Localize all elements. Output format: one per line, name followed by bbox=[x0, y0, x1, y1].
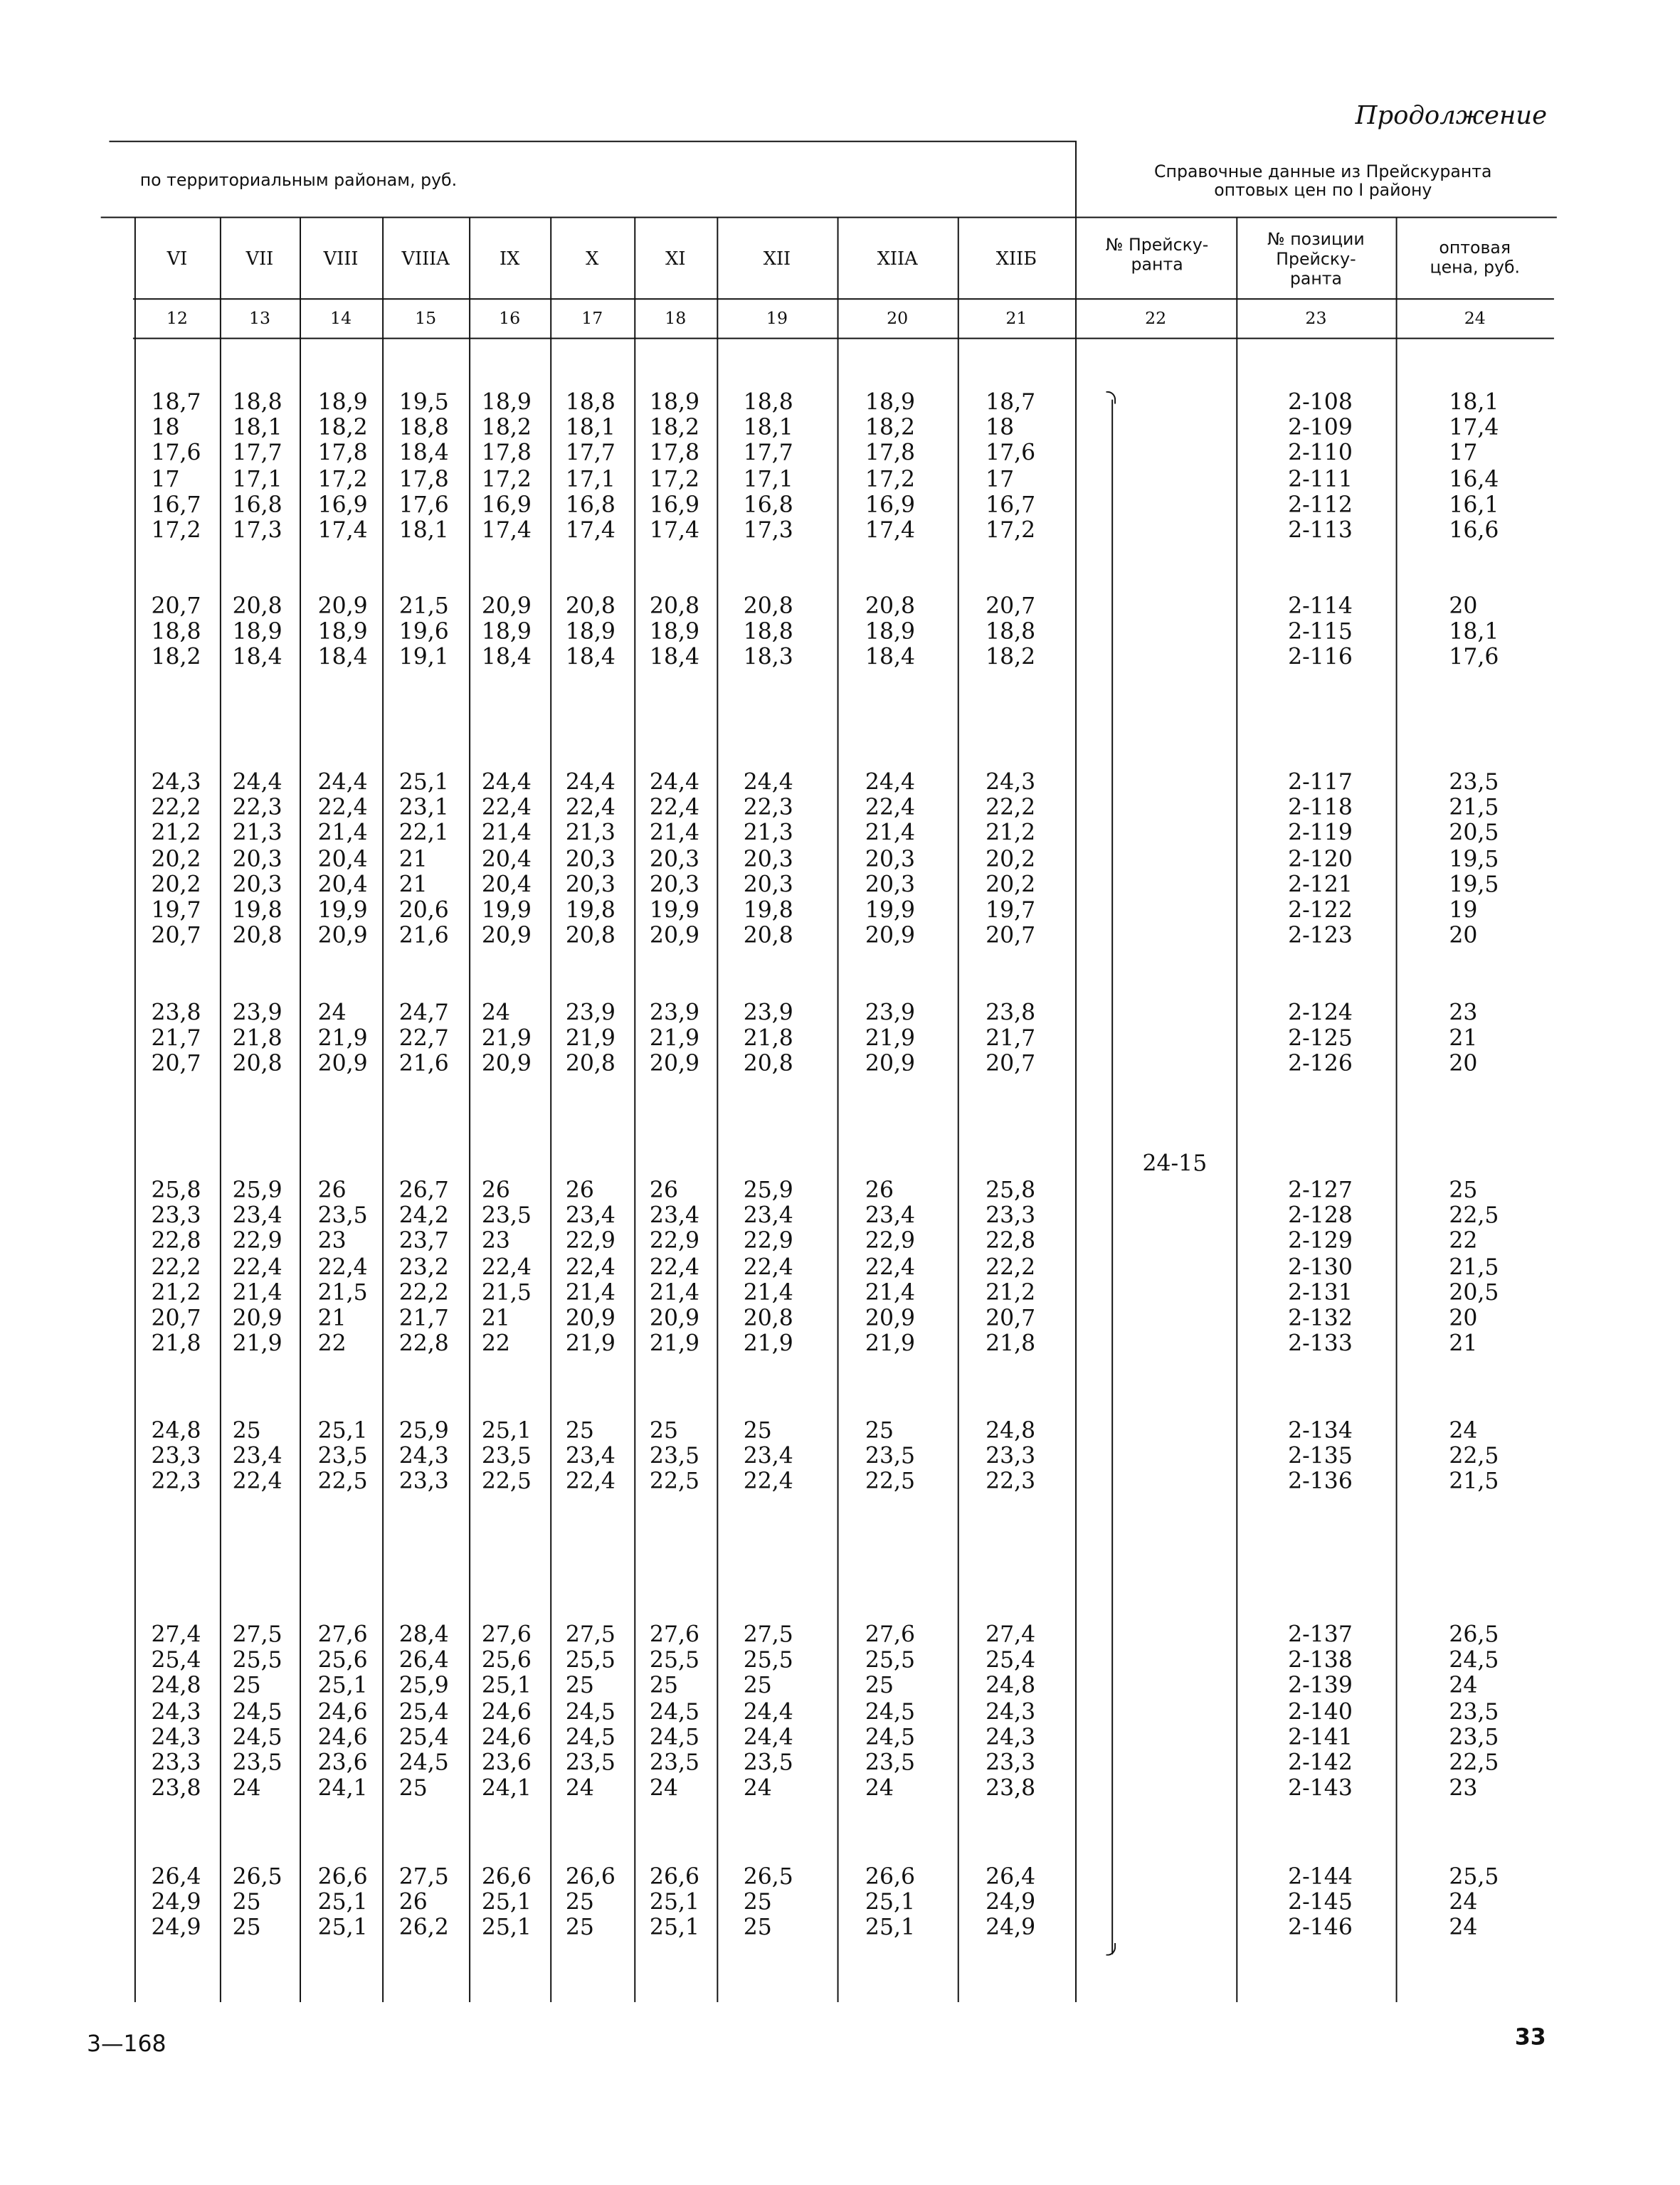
col-num: 15 bbox=[415, 308, 437, 328]
cell-XIIA: 25 23,5 22,5 bbox=[865, 1417, 916, 1495]
col-num: 22 bbox=[1145, 308, 1167, 328]
cell-position: 2-127 2-128 2-129 2-130 2-131 2-132 2-133 bbox=[1288, 1176, 1353, 1357]
cell-VIII: 20,9 18,9 18,4 bbox=[317, 592, 368, 671]
cell-position: 2-134 2-135 2-136 bbox=[1288, 1417, 1353, 1495]
col-rule bbox=[220, 218, 221, 2002]
col-rule bbox=[1075, 141, 1077, 2002]
cell-XII: 25 23,4 22,4 bbox=[743, 1417, 793, 1495]
continuation-title: Продолжение bbox=[1355, 101, 1548, 131]
cell-XI: 18,9 18,2 17,8 17,2 16,9 17,4 bbox=[649, 388, 700, 544]
cell-VIII: 26,6 25,1 25,1 bbox=[317, 1863, 368, 1941]
cell-IX: 26,6 25,1 25,1 bbox=[481, 1863, 532, 1941]
regions-caption: по территориальным районам, руб. bbox=[139, 170, 458, 190]
col-header-position-line3: ранта bbox=[1289, 268, 1343, 289]
cell-XIIA: 26,6 25,1 25,1 bbox=[865, 1863, 916, 1941]
cell-VI: 20,7 18,8 18,2 bbox=[151, 592, 201, 671]
col-num: 19 bbox=[766, 308, 788, 328]
cell-VIII: 27,6 25,6 25,1 24,6 24,6 23,6 24,1 bbox=[317, 1621, 368, 1802]
cell-IX: 27,6 25,6 25,1 24,6 24,6 23,6 24,1 bbox=[481, 1621, 532, 1802]
cell-IX: 26 23,5 23 22,4 21,5 21 22 bbox=[481, 1176, 532, 1357]
cell-VIIIA: 28,4 26,4 25,9 25,4 25,4 24,5 25 bbox=[398, 1621, 449, 1802]
col-num: 18 bbox=[665, 308, 687, 328]
cell-VI: 26,4 24,9 24,9 bbox=[151, 1863, 201, 1941]
col-rule bbox=[134, 218, 136, 2002]
col-rule bbox=[1236, 218, 1237, 2002]
col-rule bbox=[958, 218, 959, 2002]
cell-XIIB: 24,3 22,2 21,2 20,2 20,2 19,7 20,7 bbox=[986, 768, 1036, 949]
col-header-XIIB: XIIБ bbox=[995, 249, 1037, 270]
cell-IX: 25,1 23,5 22,5 bbox=[481, 1417, 532, 1495]
rule-header-bottom bbox=[133, 298, 1554, 300]
col-num: 16 bbox=[499, 308, 521, 328]
cell-price: 25,5 24 24 bbox=[1449, 1863, 1499, 1941]
cell-XI: 23,9 21,9 20,9 bbox=[649, 999, 700, 1077]
cell-price: 20 18,1 17,6 bbox=[1449, 592, 1499, 671]
cell-VIIIA: 25,1 23,1 22,1 21 21 20,6 21,6 bbox=[398, 768, 449, 949]
price-list-number: 24-15 bbox=[1142, 1149, 1208, 1177]
cell-XI: 26 23,4 22,9 22,4 21,4 20,9 21,9 bbox=[649, 1176, 700, 1357]
cell-VIIIA: 19,5 18,8 18,4 17,8 17,6 18,1 bbox=[398, 388, 449, 544]
col-rule bbox=[717, 218, 718, 2002]
cell-position: 2-124 2-125 2-126 bbox=[1288, 999, 1353, 1077]
cell-XIIA: 27,6 25,5 25 24,5 24,5 23,5 24 bbox=[865, 1621, 916, 1802]
cell-X: 23,9 21,9 20,8 bbox=[565, 999, 616, 1077]
cell-price: 18,1 17,4 17 16,4 16,1 16,6 bbox=[1449, 388, 1499, 544]
cell-X: 24,4 22,4 21,3 20,3 20,3 19,8 20,8 bbox=[565, 768, 616, 949]
cell-price: 25 22,5 22 21,5 20,5 20 21 bbox=[1449, 1176, 1499, 1357]
cell-XIIB: 25,8 23,3 22,8 22,2 21,2 20,7 21,8 bbox=[986, 1176, 1036, 1357]
cell-XII: 18,8 18,1 17,7 17,1 16,8 17,3 bbox=[743, 388, 793, 544]
cell-position: 2-117 2-118 2-119 2-120 2-121 2-122 2-123 bbox=[1288, 768, 1353, 949]
cell-XII: 20,8 18,8 18,3 bbox=[743, 592, 793, 671]
col-rule bbox=[1396, 218, 1398, 2002]
cell-VIII: 25,1 23,5 22,5 bbox=[317, 1417, 368, 1495]
cell-position: 2-114 2-115 2-116 bbox=[1288, 592, 1353, 671]
bracket-bottom bbox=[1106, 1943, 1116, 1956]
col-header-XII: XII bbox=[763, 249, 791, 270]
col-num: 17 bbox=[581, 308, 603, 328]
cell-XIIB: 26,4 24,9 24,9 bbox=[986, 1863, 1036, 1941]
cell-position: 2-137 2-138 2-139 2-140 2-141 2-142 2-143 bbox=[1288, 1621, 1353, 1802]
cell-VI: 24,8 23,3 22,3 bbox=[151, 1417, 201, 1495]
col-header-price-line2: цена, руб. bbox=[1430, 257, 1521, 277]
cell-XI: 27,6 25,5 25 24,5 24,5 23,5 24 bbox=[649, 1621, 700, 1802]
col-header-VIII: VIII bbox=[323, 249, 359, 270]
cell-XIIA: 23,9 21,9 20,9 bbox=[865, 999, 916, 1077]
cell-position: 2-108 2-109 2-110 2-111 2-112 2-113 bbox=[1288, 388, 1353, 544]
col-num: 12 bbox=[166, 308, 188, 328]
cell-XIIA: 20,8 18,9 18,4 bbox=[865, 592, 916, 671]
cell-position: 2-144 2-145 2-146 bbox=[1288, 1863, 1353, 1941]
cell-X: 18,8 18,1 17,7 17,1 16,8 17,4 bbox=[565, 388, 616, 544]
cell-X: 26 23,4 22,9 22,4 21,4 20,9 21,9 bbox=[565, 1176, 616, 1357]
cell-X: 20,8 18,9 18,4 bbox=[565, 592, 616, 671]
col-header-price-line1: оптовая bbox=[1439, 238, 1511, 258]
cell-VII: 18,8 18,1 17,7 17,1 16,8 17,3 bbox=[232, 388, 282, 544]
reference-caption-line2: оптовых цен по I району bbox=[1214, 180, 1432, 200]
cell-IX: 20,9 18,9 18,4 bbox=[481, 592, 532, 671]
cell-IX: 24,4 22,4 21,4 20,4 20,4 19,9 20,9 bbox=[481, 768, 532, 949]
cell-VII: 27,5 25,5 25 24,5 24,5 23,5 24 bbox=[232, 1621, 282, 1802]
cell-VIII: 24,4 22,4 21,4 20,4 20,4 19,9 20,9 bbox=[317, 768, 368, 949]
cell-price: 26,5 24,5 24 23,5 23,5 22,5 23 bbox=[1449, 1621, 1499, 1802]
col-num: 14 bbox=[330, 308, 352, 328]
cell-VIIIA: 21,5 19,6 19,1 bbox=[398, 592, 449, 671]
cell-XIIB: 20,7 18,8 18,2 bbox=[986, 592, 1036, 671]
bracket-top bbox=[1106, 391, 1116, 404]
cell-XII: 24,4 22,3 21,3 20,3 20,3 19,8 20,8 bbox=[743, 768, 793, 949]
cell-VI: 25,8 23,3 22,8 22,2 21,2 20,7 21,8 bbox=[151, 1176, 201, 1357]
cell-VIIIA: 24,7 22,7 21,6 bbox=[398, 999, 449, 1077]
rule-header-mid bbox=[101, 217, 1557, 218]
cell-price: 24 22,5 21,5 bbox=[1449, 1417, 1499, 1495]
cell-X: 27,5 25,5 25 24,5 24,5 23,5 24 bbox=[565, 1621, 616, 1802]
cell-XI: 20,8 18,9 18,4 bbox=[649, 592, 700, 671]
cell-XIIA: 26 23,4 22,9 22,4 21,4 20,9 21,9 bbox=[865, 1176, 916, 1357]
cell-VII: 20,8 18,9 18,4 bbox=[232, 592, 282, 671]
cell-VI: 24,3 22,2 21,2 20,2 20,2 19,7 20,7 bbox=[151, 768, 201, 949]
cell-XIIA: 18,9 18,2 17,8 17,2 16,9 17,4 bbox=[865, 388, 916, 544]
cell-VI: 23,8 21,7 20,7 bbox=[151, 999, 201, 1077]
cell-XII: 25,9 23,4 22,9 22,4 21,4 20,8 21,9 bbox=[743, 1176, 793, 1357]
cell-XII: 26,5 25 25 bbox=[743, 1863, 793, 1941]
cell-VII: 25,9 23,4 22,9 22,4 21,4 20,9 21,9 bbox=[232, 1176, 282, 1357]
col-header-VI: VI bbox=[167, 249, 188, 270]
cell-XI: 26,6 25,1 25,1 bbox=[649, 1863, 700, 1941]
col-header-pricelist-line1: № Прейску- bbox=[1105, 235, 1209, 255]
col-rule bbox=[469, 218, 470, 2002]
col-num: 20 bbox=[887, 308, 909, 328]
col-rule bbox=[550, 218, 551, 2002]
col-header-X: X bbox=[586, 249, 599, 270]
col-num: 23 bbox=[1305, 308, 1327, 328]
cell-price: 23 21 20 bbox=[1449, 999, 1478, 1077]
cell-XIIB: 18,7 18 17,6 17 16,7 17,2 bbox=[986, 388, 1036, 544]
cell-VI: 18,7 18 17,6 17 16,7 17,2 bbox=[151, 388, 201, 544]
cell-VIII: 18,9 18,2 17,8 17,2 16,9 17,4 bbox=[317, 388, 368, 544]
col-header-pricelist-line2: ранта bbox=[1131, 254, 1183, 275]
col-rule bbox=[838, 218, 839, 2002]
cell-IX: 18,9 18,2 17,8 17,2 16,9 17,4 bbox=[481, 388, 532, 544]
cell-VII: 25 23,4 22,4 bbox=[232, 1417, 282, 1495]
col-header-XIIA: XIIA bbox=[877, 249, 918, 270]
cell-XII: 27,5 25,5 25 24,4 24,4 23,5 24 bbox=[743, 1621, 793, 1802]
cell-VIIIA: 26,7 24,2 23,7 23,2 22,2 21,7 22,8 bbox=[398, 1176, 449, 1357]
cell-VIII: 24 21,9 20,9 bbox=[317, 999, 368, 1077]
cell-VIII: 26 23,5 23 22,4 21,5 21 22 bbox=[317, 1176, 368, 1357]
cell-VIIIA: 27,5 26 26,2 bbox=[398, 1863, 449, 1941]
cell-VII: 26,5 25 25 bbox=[232, 1863, 282, 1941]
col-rule bbox=[300, 218, 301, 2002]
col-header-position-line2: Прейску- bbox=[1276, 249, 1356, 269]
cell-VII: 23,9 21,8 20,8 bbox=[232, 999, 282, 1077]
cell-XIIB: 24,8 23,3 22,3 bbox=[986, 1417, 1036, 1495]
page-number: 33 bbox=[1514, 2023, 1546, 2051]
cell-price: 23,5 21,5 20,5 19,5 19,5 19 20 bbox=[1449, 768, 1499, 949]
col-num: 21 bbox=[1005, 308, 1027, 328]
col-header-VIIIA: VIIIA bbox=[401, 249, 450, 270]
reference-caption-line1: Справочные данные из Прейскуранта bbox=[1154, 162, 1492, 182]
cell-XIIB: 27,4 25,4 24,8 24,3 24,3 23,3 23,8 bbox=[986, 1621, 1036, 1802]
col-header-position-line1: № позиции bbox=[1267, 229, 1365, 250]
cell-X: 25 23,4 22,4 bbox=[565, 1417, 616, 1495]
col-header-XI: XI bbox=[665, 249, 686, 270]
cell-VI: 27,4 25,4 24,8 24,3 24,3 23,3 23,8 bbox=[151, 1621, 201, 1802]
cell-VII: 24,4 22,3 21,3 20,3 20,3 19,8 20,8 bbox=[232, 768, 282, 949]
bracket-line bbox=[1111, 400, 1113, 1954]
rule-top-left bbox=[109, 141, 1075, 142]
col-header-IX: IX bbox=[499, 249, 520, 270]
sheet-code: 3—168 bbox=[86, 2030, 167, 2058]
cell-XIIB: 23,8 21,7 20,7 bbox=[986, 999, 1036, 1077]
cell-X: 26,6 25 25 bbox=[565, 1863, 616, 1941]
col-num: 24 bbox=[1464, 308, 1486, 328]
cell-XI: 24,4 22,4 21,4 20,3 20,3 19,9 20,9 bbox=[649, 768, 700, 949]
cell-XIIA: 24,4 22,4 21,4 20,3 20,3 19,9 20,9 bbox=[865, 768, 916, 949]
cell-XII: 23,9 21,8 20,8 bbox=[743, 999, 793, 1077]
rule-colnum-bottom bbox=[133, 338, 1554, 339]
col-rule bbox=[634, 218, 635, 2002]
col-rule bbox=[382, 218, 384, 2002]
col-header-VII: VII bbox=[245, 249, 274, 270]
cell-VIIIA: 25,9 24,3 23,3 bbox=[398, 1417, 449, 1495]
cell-XI: 25 23,5 22,5 bbox=[649, 1417, 700, 1495]
cell-IX: 24 21,9 20,9 bbox=[481, 999, 532, 1077]
col-num: 13 bbox=[248, 308, 271, 328]
